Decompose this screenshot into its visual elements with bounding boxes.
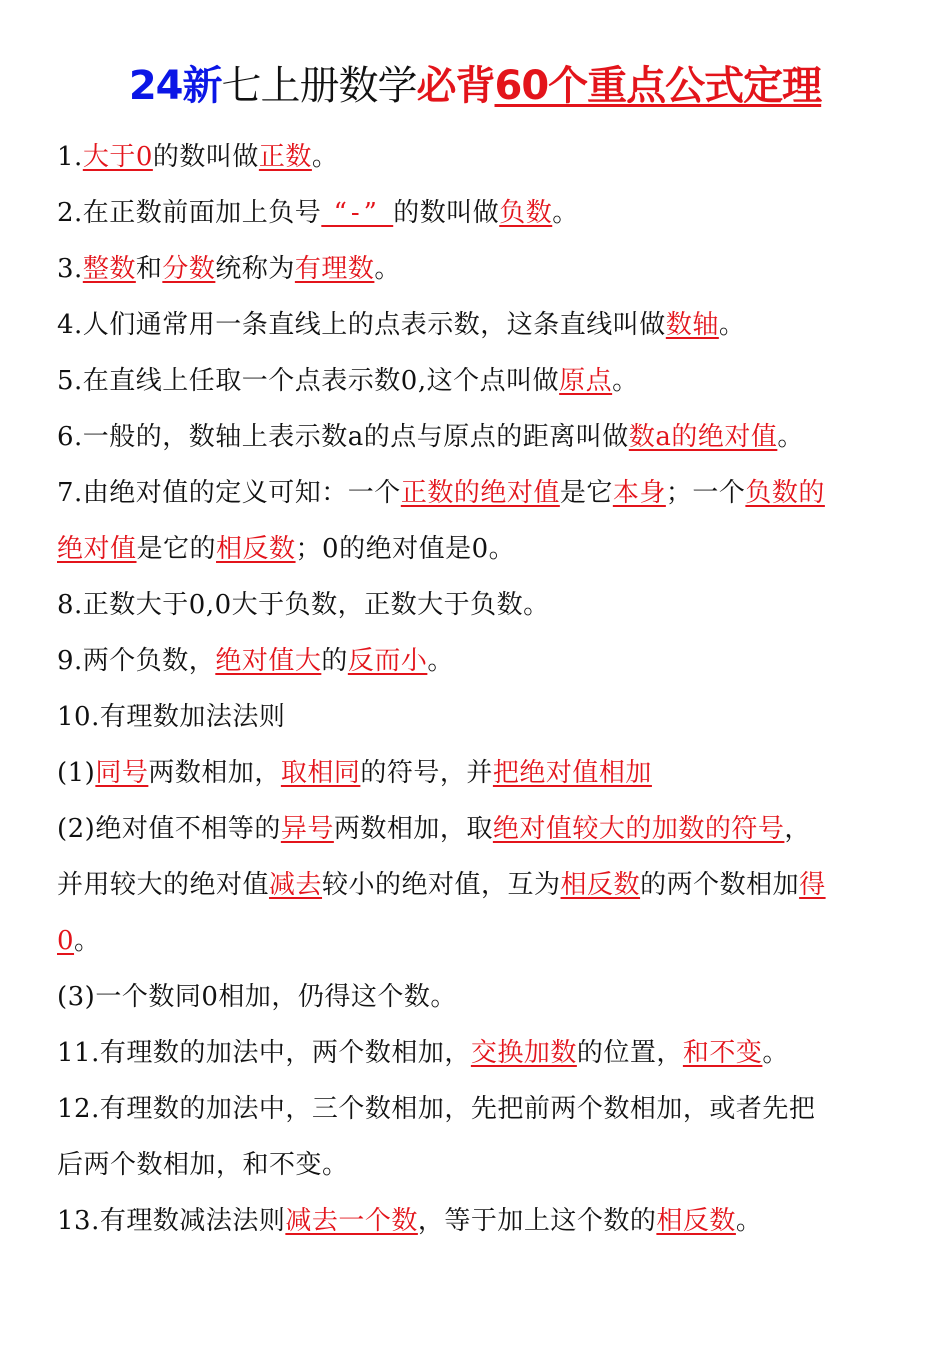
key-term: 相反数 [656, 1206, 736, 1236]
item-text: 。 [718, 310, 746, 340]
key-term: 得 [799, 870, 826, 900]
item-8 [57, 577, 897, 633]
title-grade: 七上册数学 [221, 63, 417, 109]
item-text: 2.在正数前面加上负号 [57, 198, 322, 228]
key-term: 分数 [162, 254, 216, 284]
item-text: 12.有理数的加法中，三个数相加，先把前两个数相加，或者先把 [57, 1094, 816, 1124]
item-text: 8.正数大于0,0大于负数，正数大于负数。 [57, 590, 550, 620]
key-term: 相反数 [560, 870, 641, 900]
item-12-line-1 [57, 1081, 897, 1137]
item-13 [57, 1193, 897, 1249]
title-prefix: 24新 [128, 63, 222, 109]
item-3 [57, 241, 897, 297]
item-7-line-1 [57, 465, 897, 521]
item-9 [57, 633, 897, 689]
item-text: (3)一个数同0相加，仍得这个数。 [57, 982, 457, 1012]
key-term: 正数的绝对值 [400, 478, 560, 508]
key-term: 把绝对值相加 [492, 758, 652, 788]
item-number: 1. [57, 142, 83, 172]
item-10-rule-2-line-3 [57, 913, 897, 969]
key-term: 绝对值大 [215, 646, 322, 676]
item-text: 。 [777, 422, 804, 452]
item-10-heading [57, 689, 897, 745]
key-term: 减去一个数 [285, 1206, 418, 1236]
title-must: 必背 [416, 63, 495, 109]
item-5 [57, 353, 897, 409]
item-text: 的数叫做 [152, 142, 259, 172]
key-term: 和不变 [682, 1038, 763, 1068]
key-term: 负数的 [745, 478, 825, 508]
key-term: 负数 [499, 198, 553, 228]
key-term: 有理数 [294, 254, 375, 284]
item-2 [57, 185, 897, 241]
key-term: 相反数 [216, 534, 296, 564]
item-10-rule-2-line-1 [57, 801, 897, 857]
item-10-rule-1 [57, 745, 897, 801]
item-text: 的 [321, 646, 348, 676]
item-12-line-2 [57, 1137, 897, 1193]
item-text: 较小的绝对值，互为 [322, 870, 561, 900]
item-text: 。 [374, 254, 401, 284]
item-text: 。 [311, 142, 339, 172]
item-11 [57, 1025, 897, 1081]
key-term: 数轴 [665, 310, 719, 340]
item-text: 。 [612, 366, 639, 396]
item-text: 。 [552, 198, 579, 228]
item-text: ；一个 [665, 478, 746, 508]
item-text: ， [784, 814, 811, 844]
item-4 [57, 297, 897, 353]
item-text: 并用较大的绝对值 [57, 870, 270, 900]
key-term: 正数 [258, 142, 312, 172]
item-text: 13.有理数减法法则 [57, 1206, 286, 1236]
key-term: 数a的绝对值 [628, 422, 778, 452]
item-text: 是它的 [136, 534, 217, 564]
item-text: 和 [135, 254, 163, 284]
key-term: 同号 [95, 758, 149, 788]
item-text: 7.由绝对值的定义可知：一个 [57, 478, 401, 508]
item-number: 3. [57, 254, 83, 284]
item-text: 10.有理数加法法则 [57, 702, 286, 732]
key-term: “-” [321, 198, 394, 228]
item-text: 两数相加， [148, 758, 281, 788]
key-term: 绝对值 [57, 534, 137, 564]
item-text: 是它 [559, 478, 613, 508]
item-text: 的位置， [576, 1038, 683, 1068]
item-text: (2)绝对值不相等的 [57, 814, 281, 844]
item-6 [57, 409, 897, 465]
key-term: 取相同 [280, 758, 361, 788]
key-term: 整数 [82, 254, 136, 284]
key-term: 本身 [612, 478, 666, 508]
item-text: 后两个数相加，和不变。 [57, 1150, 349, 1180]
item-text: ；0的绝对值是0。 [295, 534, 516, 564]
item-text: 。 [735, 1206, 763, 1236]
item-10-rule-2-line-2 [57, 857, 897, 913]
item-text: 的两个数相加 [640, 870, 800, 900]
item-1 [57, 129, 897, 185]
item-10-rule-3 [57, 969, 897, 1025]
item-text: 的数叫做 [393, 198, 500, 228]
key-term: 反而小 [347, 646, 428, 676]
item-text: 。 [762, 1038, 789, 1068]
key-term: 异号 [280, 814, 334, 844]
title-topic: 60个重点公式定理 [494, 63, 822, 109]
item-text: 11.有理数的加法中，两个数相加， [57, 1038, 471, 1068]
item-text: 。 [427, 646, 454, 676]
item-text: 的符号，并 [360, 758, 493, 788]
item-text: 6.一般的，数轴上表示数a的点与原点的距离叫做 [57, 422, 629, 452]
key-term: 大于0 [82, 142, 153, 172]
key-term: 0 [57, 926, 75, 956]
item-number: (1) [57, 758, 96, 788]
item-text: 5.在直线上任取一个点表示数0,这个点叫做 [57, 366, 560, 396]
item-text: 。 [74, 926, 101, 956]
item-text: ，等于加上这个数的 [417, 1206, 657, 1236]
key-term: 交换加数 [470, 1038, 577, 1068]
key-term: 原点 [559, 366, 613, 396]
item-text: 4.人们通常用一条直线上的点表示数，这条直线叫做 [57, 310, 666, 340]
item-text: 两数相加，取 [333, 814, 493, 844]
item-text: 统称为 [215, 254, 295, 284]
key-term: 减去 [269, 870, 323, 900]
formula-list [57, 129, 897, 1249]
item-text: 9.两个负数， [57, 646, 216, 676]
key-term: 绝对值较大的加数的符号 [492, 814, 785, 844]
item-7-line-2 [57, 521, 897, 577]
page-title [0, 56, 950, 116]
